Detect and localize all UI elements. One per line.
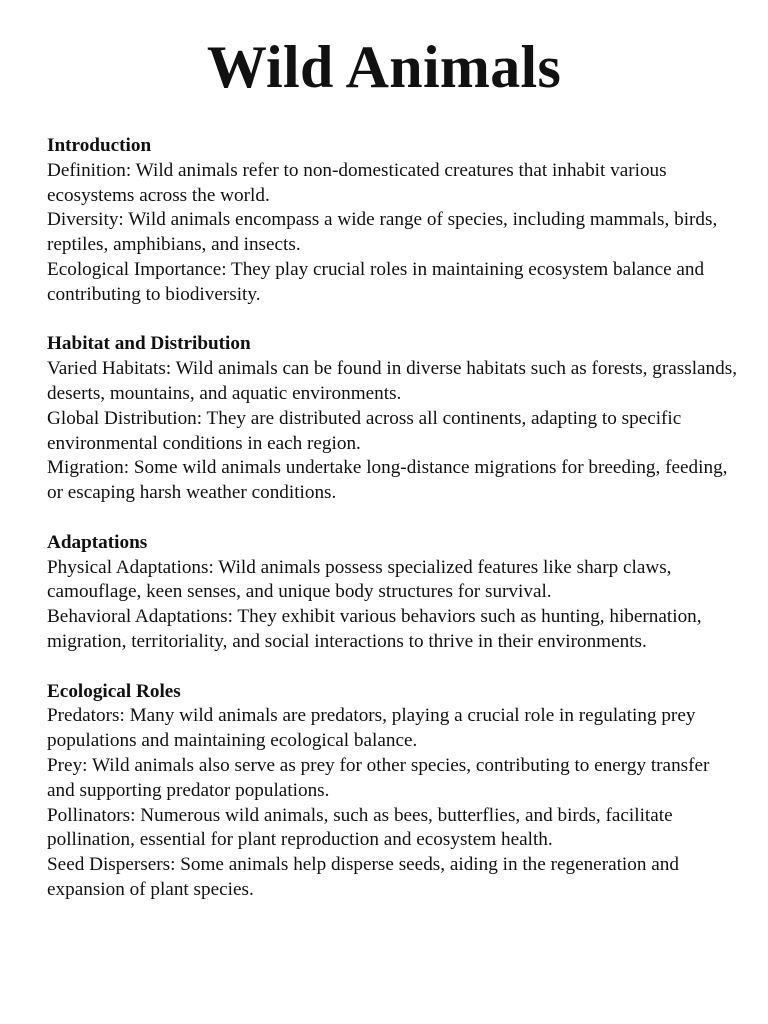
section-introduction xyxy=(47,134,737,308)
paragraph: Predators: Many wild animals are predators, playing a crucial role in regulating prey populations and maintaining ecological balance. xyxy=(47,705,696,752)
document-body xyxy=(47,134,737,928)
section-heading: Introduction xyxy=(47,135,152,156)
paragraph: Ecological Importance: They play crucial roles in maintaining ecosystem balance and contributing to biodiversity. xyxy=(47,258,705,305)
section-heading: Habitat and Distribution xyxy=(47,333,251,355)
paragraph: Seed Dispersers: Some animals help disperse seeds, aiding in the regeneration and expansion of plant species. xyxy=(47,854,679,900)
paragraph: Global Distribution: They are distributed across all continents, adapting to specific environmental conditions in each region. xyxy=(47,407,682,454)
paragraph: Physical Adaptations: Wild animals possess specialized features like sharp claws, camouflage, keen senses, and unique body structures for survival. xyxy=(47,556,672,603)
paragraph: Migration: Some wild animals undertake long-distance migrations for breeding, feeding, or escaping harsh weather conditions. xyxy=(47,457,728,504)
paragraph: Behavioral Adaptations: They exhibit various behaviors such as hunting, hibernation, migration, territoriality, and social interactions to thrive in their environments. xyxy=(47,606,702,652)
paragraph: Pollinators: Numerous wild animals, such as bees, butterflies, and birds, facilitate pollination, essential for plant reproduction and ecosystem health. xyxy=(47,804,673,851)
page-title: Wild Animals xyxy=(206,34,562,100)
paragraph: Varied Habitats: Wild animals can be found in diverse habitats such as forests, grasslands, deserts, mountains, and aquatic environments. xyxy=(47,358,737,404)
section-adaptations xyxy=(47,531,737,655)
section-ecological-roles xyxy=(47,680,737,903)
paragraph: Diversity: Wild animals encompass a wide range of species, including mammals, birds, reptiles, amphibians, and insects. xyxy=(47,209,718,256)
paragraph: Definition: Wild animals refer to non-domesticated creatures that inhabit various ecosystems across the world. xyxy=(47,159,667,206)
section-heading: Ecological Roles xyxy=(47,680,181,702)
paragraph: Prey: Wild animals also serve as prey for other species, contributing to energy transfer and supporting predator populations. xyxy=(47,754,710,801)
section-habitat-and-distribution xyxy=(47,332,737,506)
section-heading: Adaptations xyxy=(47,531,148,553)
